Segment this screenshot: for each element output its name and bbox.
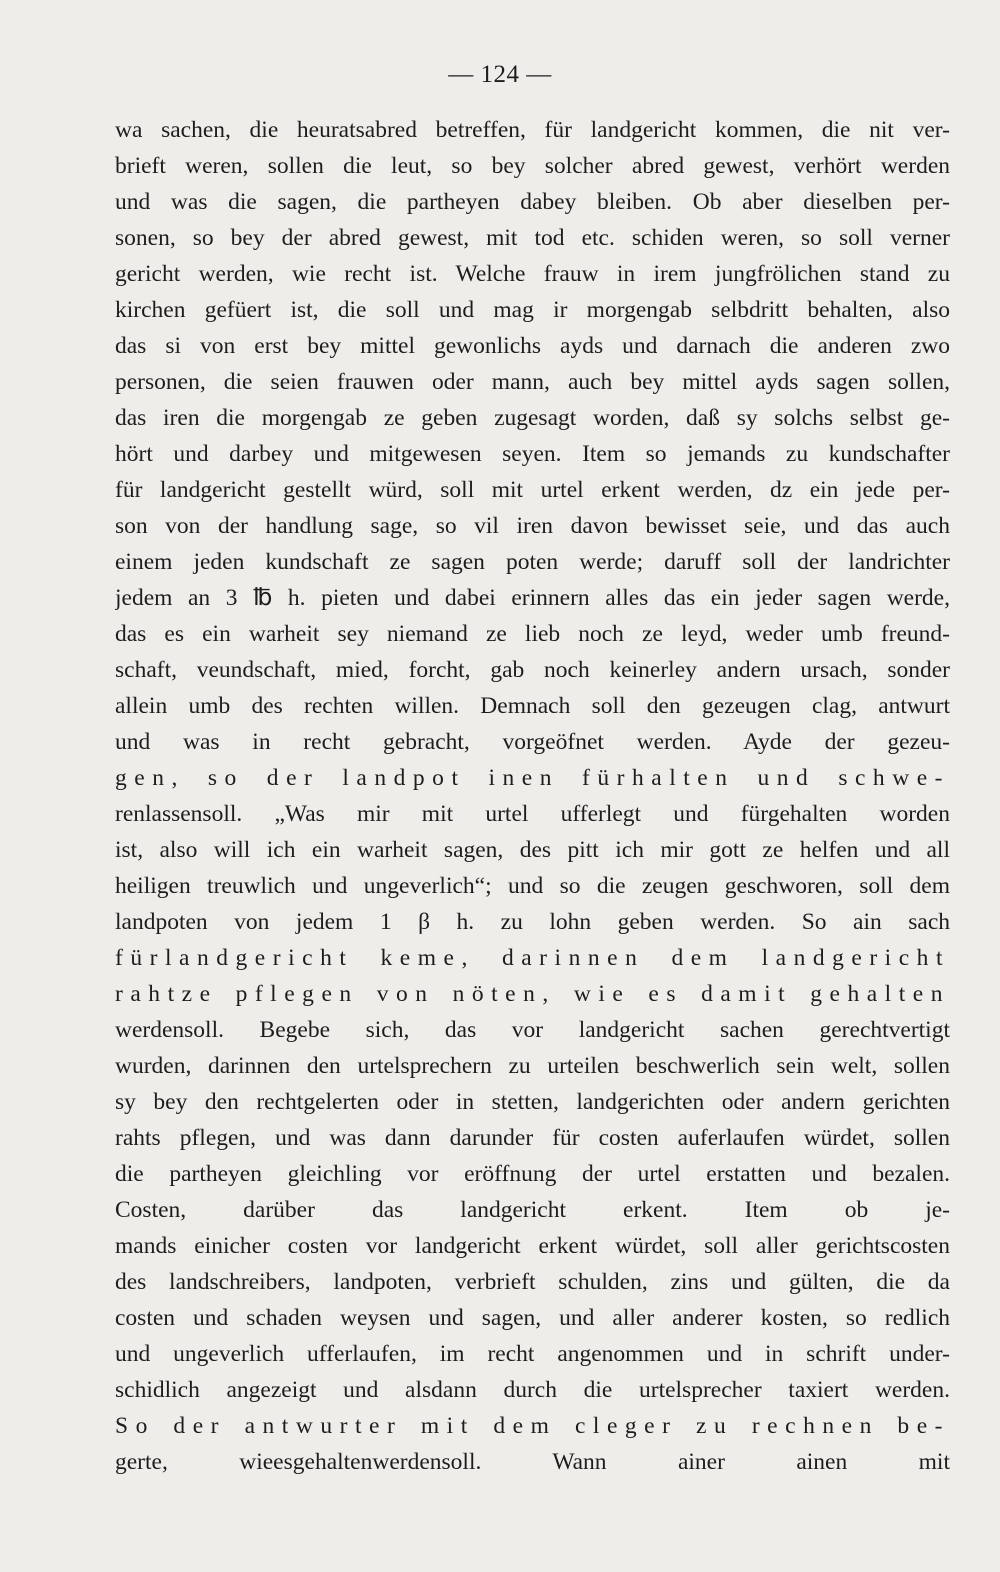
text-line: und was in recht gebracht, vorgeöfnet werden. Ayde der gezeu- bbox=[115, 729, 950, 755]
text-line: und was die sagen, die partheyen dabey bleiben. Ob aber dieselben per- bbox=[115, 189, 950, 215]
text-line: son von der handlung sage, so vil iren davon bewisset seie, und das auch bbox=[115, 513, 950, 539]
text-line: wurden, darinnen den urtelsprechern zu urteilen beschwerlich sein welt, sollen bbox=[115, 1053, 950, 1079]
text-line: das si von erst bey mittel gewonlichs ayds und darnach die anderen zwo bbox=[115, 333, 950, 359]
text-line: sy bey den rechtgelerten oder in stetten, landgerichten oder andern gerichten bbox=[115, 1089, 950, 1115]
text-line: renlassensoll. „Was mir mit urtel ufferlegt und fürgehalten worden bbox=[115, 801, 950, 827]
text-line: das iren die morgengab ze geben zugesagt worden, daß sy solchs selbst ge- bbox=[115, 405, 950, 431]
text-line: brieft weren, sollen die leut, so bey solcher abred gewest, verhört werden bbox=[115, 153, 950, 179]
text-line: sonen, so bey der abred gewest, mit tod etc. schiden weren, so soll verner bbox=[115, 225, 950, 251]
body-text bbox=[115, 112, 950, 1480]
text-line: die partheyen gleichling vor eröffnung der urtel erstatten und bezalen. bbox=[115, 1161, 950, 1187]
text-line: kirchen gefüert ist, die soll und mag ir morgengab selbdritt behalten, also bbox=[115, 297, 950, 323]
text-line: heiligen treuwlich und ungeverlich“; und so die zeugen geschworen, soll dem bbox=[115, 873, 950, 899]
text-line: schidlich angezeigt und alsdann durch die urtelsprecher taxiert werden. bbox=[115, 1377, 950, 1403]
text-line: wa sachen, die heuratsabred betreffen, für landgericht kommen, die nit ver- bbox=[115, 117, 950, 143]
text-line: für landgericht gestellt würd, soll mit urtel erkent werden, dz ein jede per- bbox=[115, 477, 950, 503]
text-line: schaft, veundschaft, mied, forcht, gab noch keinerley andern ursach, sonder bbox=[115, 657, 950, 683]
text-line: landpoten von jedem 1 β h. zu lohn geben werden. So ain sach bbox=[115, 909, 950, 935]
text-line: ist, also will ich ein warheit sagen, des pitt ich mir gott ze helfen und all bbox=[115, 837, 950, 863]
text-line: allein umb des rechten willen. Demnach soll den gezeugen clag, antwurt bbox=[115, 693, 950, 719]
text-line: das es ein warheit sey niemand ze lieb noch ze leyd, weder umb freund- bbox=[115, 621, 950, 647]
text-line: einem jeden kundschaft ze sagen poten werde; daruff soll der landrichter bbox=[115, 549, 950, 575]
text-line-spaced: gen, so der landpot inen fürhalten und schwe- bbox=[115, 765, 950, 791]
text-line: rahts pflegen, und was dann darunder für costen auferlaufen würdet, sollen bbox=[115, 1125, 950, 1151]
text-line: hört und darbey und mitgewesen seyen. Item so jemands zu kundschafter bbox=[115, 441, 950, 467]
text-line: gerte, wieesgehaltenwerdensoll. Wann ainer ainen mit bbox=[115, 1449, 950, 1475]
text-line: werdensoll. Begebe sich, das vor landgericht sachen gerechtvertigt bbox=[115, 1017, 950, 1043]
text-line-spaced: rahtze pflegen von nöten, wie es damit gehalten bbox=[115, 981, 950, 1007]
text-line: costen und schaden weysen und sagen, und aller anderer kosten, so redlich bbox=[115, 1305, 950, 1331]
text-line: personen, die seien frauwen oder mann, auch bey mittel ayds sagen sollen, bbox=[115, 369, 950, 395]
text-line: des landschreibers, landpoten, verbrieft schulden, zins und gülten, die da bbox=[115, 1269, 950, 1295]
text-line: Costen, darüber das landgericht erkent. Item ob je- bbox=[115, 1197, 950, 1223]
text-line: gericht werden, wie recht ist. Welche frauw in irem jungfrölichen stand zu bbox=[115, 261, 950, 287]
text-line-spaced: fürlandgericht keme, darinnen dem landgericht bbox=[115, 945, 950, 971]
text-line: jedem an 3 ℔ h. pieten und dabei erinnern alles das ein jeder sagen werde, bbox=[115, 585, 950, 611]
page-number: — 124 — bbox=[448, 61, 552, 88]
text-line-spaced: So der antwurter mit dem cleger zu rechnen be- bbox=[115, 1413, 950, 1439]
text-line: und ungeverlich ufferlaufen, im recht angenommen und in schrift under- bbox=[115, 1341, 950, 1367]
text-line: mands einicher costen vor landgericht erkent würdet, soll aller gerichtscosten bbox=[115, 1233, 950, 1259]
